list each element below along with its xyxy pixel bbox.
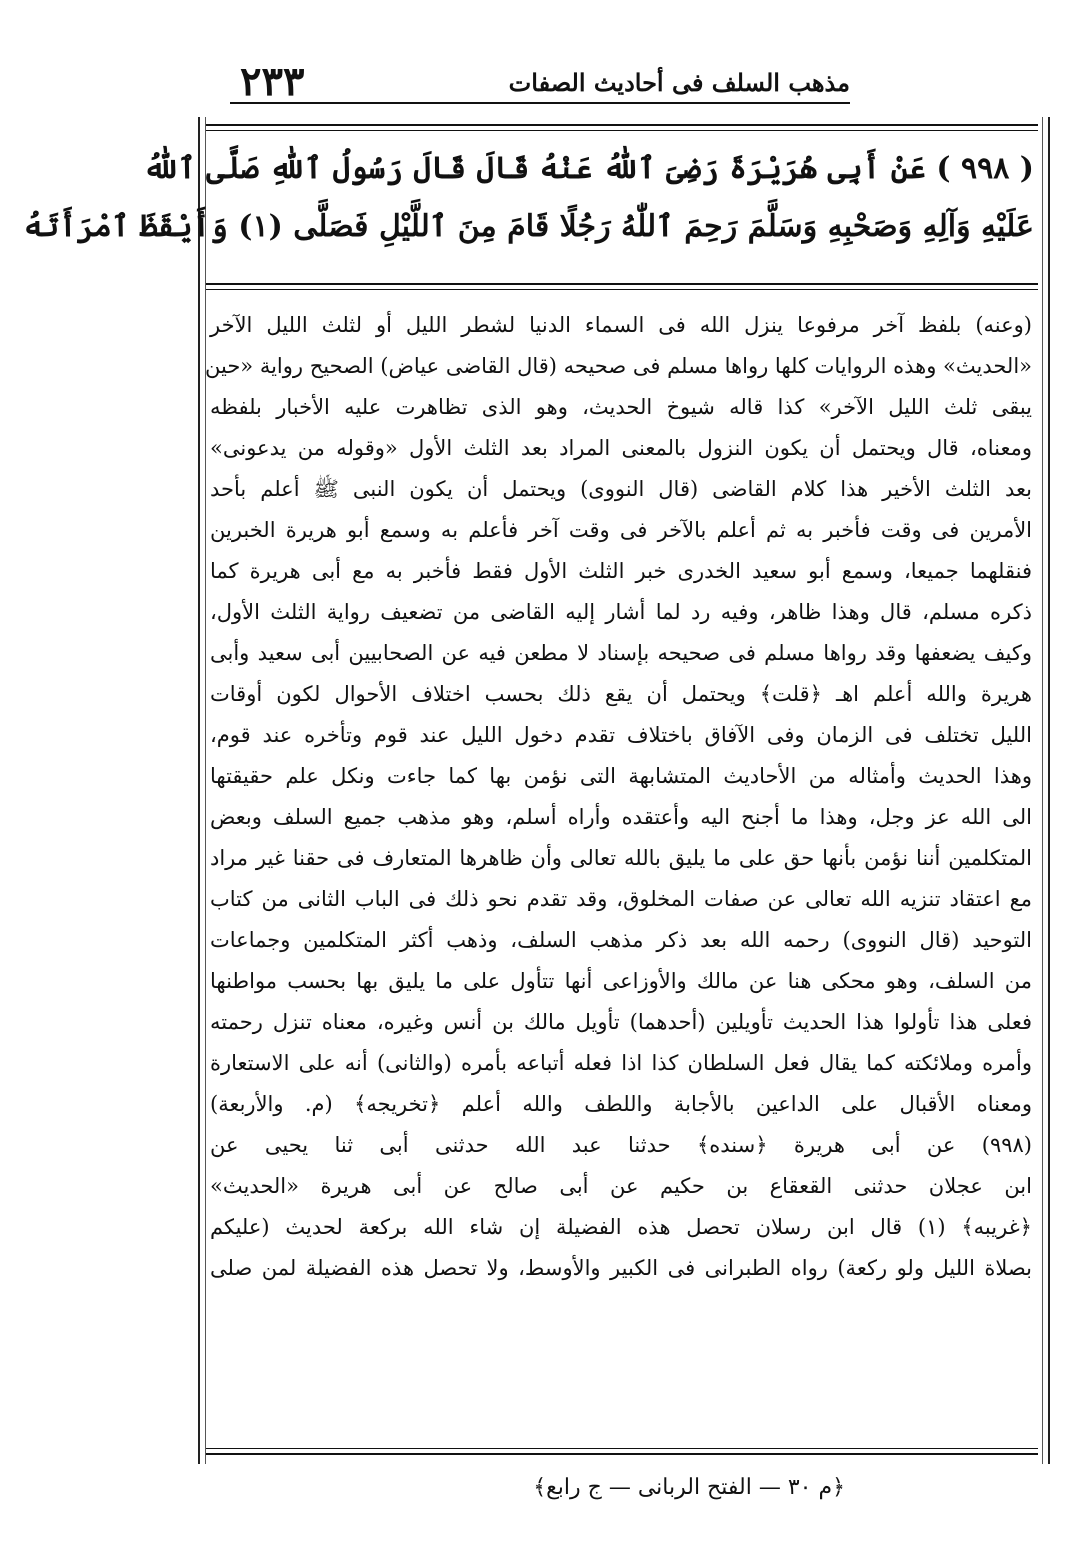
commentary-line: (وعنه) بلفظ آخر مرفوعا ينزل الله فى السماء الدنيا لشطر الليل أو لثلث الليل الآخر xyxy=(210,313,1032,337)
page-number: ٢٣٣ xyxy=(240,58,305,105)
commentary-line: ذكره مسلم، قال وهذا ظاهر، وفيه رد لما أشار إليه القاضى من تضعيف رواية الثلث الأول، xyxy=(210,600,1032,624)
running-head xyxy=(240,58,850,106)
bottom-rule xyxy=(206,1448,1038,1455)
commentary-line: الليل تختلف فى الزمان وفى الآفاق باختلاف تقدم دخول الليل عند قوم وتأخره عند قوم، xyxy=(210,723,1032,747)
hadith-line: ( ٩٩٨ ) عَنْ أَبِى هُرَيْرَةَ رَضِىَ ٱللّٰهُ عَنْهُ قَالَ قَالَ رَسُولُ ٱللّٰهِ صَلَّى ٱللّٰهُ xyxy=(143,151,1034,186)
commentary-line: وهذا الحديث وأمثاله من الأحاديث المتشابهة التى نؤمن بها كما جاءت ونكل علم حقيقتها xyxy=(210,764,1032,788)
commentary-line: التوحيد (قال النووى) رحمه الله بعد ذكر مذهب السلف، وذهب أكثر المتكلمين وجماعات xyxy=(210,928,1032,952)
commentary-line: الأمرين فى وقت فأخبر به ثم أعلم بالآخر فى وقت آخر فأعلم به وسمع أبو هريرة الخبرين xyxy=(210,518,1032,542)
commentary-line: بصلاة الليل ولو ركعة) رواه الطبرانى فى الكبير والأوسط، ولا تحصل هذه الفضيلة لمن صلى xyxy=(210,1256,1032,1280)
hadith-bottom-rule xyxy=(206,283,1038,290)
hadith-top-rule xyxy=(206,124,1038,131)
commentary-line: ابن عجلان حدثنى القعقاع بن حكيم عن أبى صالح عن أبى هريرة «الحديث» xyxy=(210,1174,1032,1198)
commentary-line: وكيف يضعفها وقد رواها مسلم فى صحيحه بإسناد لا مطعن فيه عن الصحابيين أبى سعيد وأبى xyxy=(210,641,1032,665)
commentary-text xyxy=(205,305,1033,1289)
running-title: مذهب السلف فى أحاديث الصفات xyxy=(508,68,850,97)
commentary-line: مع اعتقاد تنزيه الله تعالى عن صفات المخلوق، وقد تقدم نحو ذلك فى الباب الثانى من كتاب xyxy=(210,887,1032,911)
commentary-line: الى الله عز وجل، وهذا ما أجنح اليه وأعتقده وأراه أسلم، وهو مذهب جميع السلف وبعض xyxy=(210,805,1032,829)
hadith-line: عَلَيْهِ وَآلِهِ وَصَحْبِهِ وَسَلَّمَ رَحِمَ ٱللّٰهُ رَجُلًا قَامَ مِنَ ٱللَّيْلِ فَصَلَّى (١) وَأَيْقَظَ ٱمْرَأَتَهُ xyxy=(23,209,1034,244)
printer-signature: ﴿م ٣٠ — الفتح الربانى — ج رابع﴾ xyxy=(533,1475,845,1500)
commentary-line: فعلى هذا تأولوا هذا الحديث تأويلين (أحدهما) تأويل مالك بن أنس وغيره، معناه تنزل رحمته xyxy=(210,1010,1033,1034)
hadith-text xyxy=(23,140,1034,256)
commentary-line: ﴿غريبه﴾ (١) قال ابن رسلان تحصل هذه الفضيلة إن شاء الله بركعة لحديث (عليكم xyxy=(210,1215,1032,1239)
commentary-line: فنقلهما جميعا، وسمع أبو سعيد الخدرى خبر الثلث الأول فقط فأخبر به مع أبى هريرة كما xyxy=(210,559,1032,583)
commentary-line: من السلف، وهو محكى هنا عن مالك والأوزاعى أنها تتأول على ما يليق بها بحسب مواطنها xyxy=(210,969,1032,993)
commentary-line: هريرة والله أعلم اهـ ﴿قلت﴾ ويحتمل أن يقع ذلك بحسب اختلاف الأحوال لكون أوقات xyxy=(210,682,1032,706)
commentary-line: ومعناه، قال ويحتمل أن يكون النزول بالمعنى المراد بعد الثلث الأول «وقوله من يدعونى» xyxy=(210,436,1032,460)
commentary-line: المتكلمين أننا نؤمن بأنها حق على ما يليق بالله تعالى وأن ظاهرها المتعارف فى حقنا غير مراد xyxy=(210,846,1032,870)
commentary-line: وأمره وملائكته كما يقال فعل السلطان كذا اذا فعله أتباعه بأمره (والثانى) أنه على الاستعارة xyxy=(210,1051,1032,1075)
commentary-line: بعد الثلث الأخير هذا كلام القاضى (قال النووى) ويحتمل أن يكون النبى ﷺ أعلم بأحد xyxy=(210,477,1032,501)
commentary-line: ومعناه الأقبال على الداعين بالأجابة واللطف والله أعلم ﴿تخريجه﴾ (م. والأربعة) xyxy=(210,1092,1032,1116)
commentary-line: «الحديث» وهذه الروايات كلها رواها مسلم فى صحيحه (قال القاضى عياض) الصحيح رواية «حين xyxy=(205,354,1032,378)
commentary-line: (٩٩٨) عن أبى هريرة ﴿سنده﴾ حدثنا عبد الله حدثنى أبى ثنا يحيى عن xyxy=(210,1133,1032,1157)
header-rule xyxy=(230,102,850,104)
commentary-line: يبقى ثلث الليل الآخر» كذا قاله شيوخ الحديث، وهو الذى تظاهرت عليه الأخبار بلفظه xyxy=(210,395,1032,419)
